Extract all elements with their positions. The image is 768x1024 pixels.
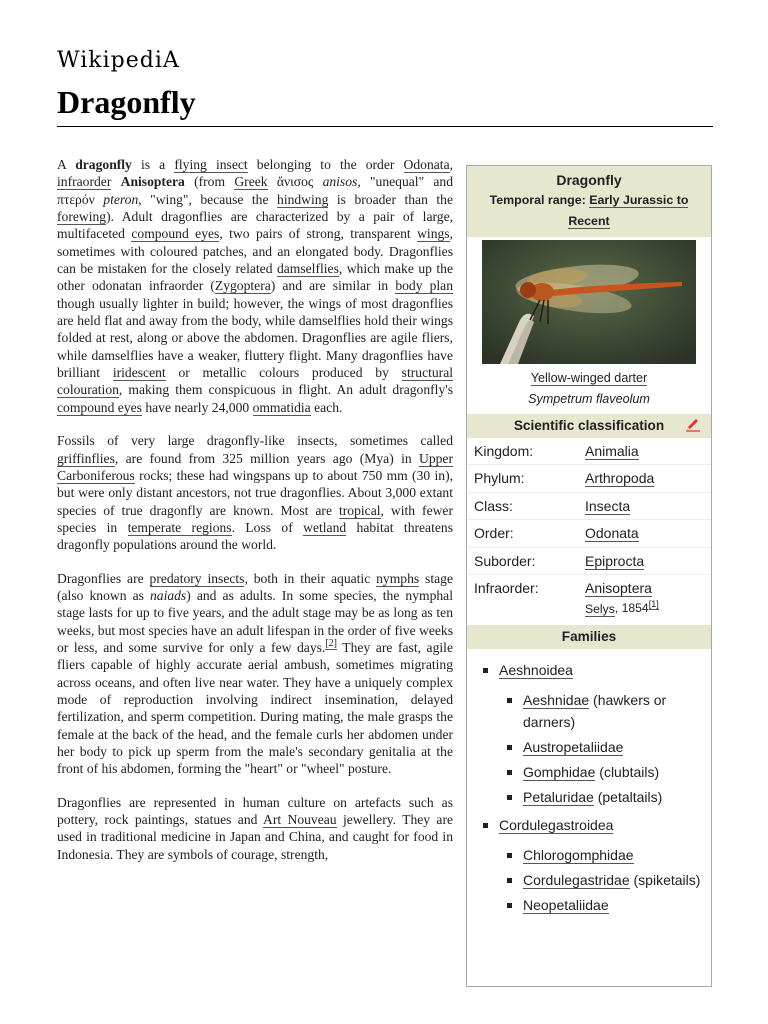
authority-reference[interactable]: [1]	[648, 599, 659, 610]
text-run: ,	[449, 157, 454, 172]
wikipedia-logo[interactable]	[57, 48, 180, 73]
family-link[interactable]: Austropetaliidae	[523, 738, 624, 755]
rank-value	[585, 465, 654, 491]
family-common-name: (hawkers or darners)	[523, 691, 667, 730]
superfamily-link[interactable]: Cordulegastroidea	[499, 816, 614, 833]
family-item	[499, 736, 711, 758]
inline-link[interactable]: compound eyes	[131, 226, 220, 242]
text-run: is a	[131, 157, 175, 172]
taxon-link[interactable]: Insecta	[585, 497, 631, 514]
inline-link[interactable]: structural colouration	[57, 365, 454, 398]
bold-term: dragonfly	[75, 157, 132, 172]
text-run: , both in their aquatic	[244, 570, 377, 586]
text-run: , are found from 325 million years ago (Mya) in	[114, 450, 420, 466]
taxon-link[interactable]: Arthropoda	[585, 470, 655, 487]
taxobox-header	[467, 166, 711, 237]
inline-link[interactable]: wings	[417, 226, 450, 242]
scientific-classification-label: Scientific classification	[513, 418, 665, 433]
bold-term: Anisoptera	[120, 174, 185, 190]
text-run: , sometimes with coloured patches, and an elongated body. Dragonflies can be mistaken for the closely related	[57, 226, 453, 277]
text-run: Fossils of very large dragonfly-like insects, sometimes called	[57, 433, 453, 449]
families-list	[467, 659, 711, 916]
citation-link[interactable]: [2]	[325, 638, 337, 650]
text-run: ) and are similar in	[270, 278, 396, 294]
page-title: Dragonfly	[57, 84, 196, 120]
italic-term: pteron	[103, 191, 139, 207]
superfamily-item	[467, 814, 711, 916]
dragonfly-photo[interactable]	[482, 240, 696, 364]
family-item	[499, 761, 711, 783]
text-run: is broader than the	[328, 191, 453, 207]
classification-row	[467, 465, 711, 492]
text-run: , two pairs of strong, transparent	[219, 226, 418, 242]
inline-link[interactable]: infraorder	[57, 174, 112, 190]
text-run: Dragonflies are	[57, 570, 150, 586]
family-link[interactable]: Chlorogomphidae	[523, 846, 634, 863]
inline-link[interactable]: damselflies	[276, 261, 339, 277]
caption-scientific-name: Sympetrum flaveolum	[528, 392, 650, 406]
family-sublist	[499, 689, 711, 808]
family-common-name: (petaltails)	[593, 788, 663, 805]
inline-link[interactable]: flying insect	[174, 157, 248, 172]
family-link[interactable]: Gomphidae	[523, 763, 596, 780]
italic-term: naiads	[149, 587, 187, 603]
inline-link[interactable]: Odonata	[403, 157, 450, 172]
taxobox-title: Dragonfly	[556, 172, 622, 188]
family-item	[499, 869, 711, 891]
photo-caption	[467, 368, 711, 410]
text-run: habitat threatens dragonfly populations around the world.	[57, 519, 453, 553]
family-item	[499, 786, 711, 808]
text-run: jewellery. They are used in traditional medicine in Japan and China, and caught for food in Indonesia. They are symbols of courage, strength,	[57, 812, 454, 862]
edit-pencil-icon[interactable]	[685, 418, 701, 432]
italic-term: anisos	[322, 174, 358, 190]
inline-link[interactable]: forewing	[57, 209, 107, 225]
inline-link[interactable]: griffinflies	[57, 450, 115, 466]
taxobox	[466, 165, 712, 987]
taxon-link[interactable]: Anisoptera	[585, 580, 652, 597]
text-run: rocks; these had wingspans up to about 750 mm (30 in), but were only distant ancestors, not true dragonflies. About 3,000 extant species of true dragonfly are known. Most are	[57, 467, 453, 518]
inline-link[interactable]: Greek	[234, 174, 268, 190]
inline-link[interactable]: iridescent	[112, 365, 166, 381]
families-header: Families	[467, 625, 711, 649]
classification-row	[467, 520, 711, 547]
classification-table	[467, 438, 711, 601]
authority-year: , 1854	[614, 601, 649, 616]
superfamily-item	[467, 659, 711, 808]
text-run: or metallic colours produced by	[165, 365, 402, 381]
text-run: (from	[184, 174, 235, 190]
inline-link[interactable]: hindwing	[277, 191, 329, 207]
text-run: belonging to the order	[247, 157, 404, 172]
text-run: . Loss of	[231, 519, 304, 535]
text-run: , making them conspicuous in flight. An adult dragonfly's	[118, 382, 453, 398]
rank-value	[585, 438, 639, 464]
rank-label: Suborder:	[474, 552, 536, 569]
article-body	[57, 156, 453, 879]
family-link[interactable]: Neopetaliidae	[523, 896, 609, 913]
taxon-link[interactable]: Epiprocta	[585, 552, 645, 569]
inline-link[interactable]: ommatidia	[252, 399, 311, 415]
rank-label: Order:	[474, 525, 514, 542]
text-run: They are fast, agile fliers capable of highly accurate aerial ambush, sometimes migrating across oceans, and often live near water. They have a uniquely complex mode of reproduction involving indirect insemination, delayed fertilization, and sperm competition. During mating, the male grasps the female at the back of the head, and the female curls her abdomen under her body to pick up sperm from the male's secondary genitalia at the front of his abdomen, forming the "heart" or "wheel" posture.	[57, 639, 453, 777]
temporal-range	[473, 190, 705, 232]
superfamily-link[interactable]: Aeshnoidea	[499, 661, 573, 678]
inline-link[interactable]: predatory insects	[149, 570, 245, 586]
text-run: , "wing", because the	[138, 191, 278, 207]
rank-label: Infraorder:	[474, 580, 539, 597]
text-run	[111, 174, 120, 189]
inline-link[interactable]: Art Nouveau	[263, 812, 337, 828]
rank-label: Class:	[474, 497, 513, 514]
family-item	[499, 894, 711, 916]
title-divider	[57, 126, 713, 127]
rank-value	[585, 493, 630, 519]
family-item	[499, 844, 711, 866]
rank-label: Phylum:	[474, 470, 525, 487]
text-run: Dragonflies are represented in human culture on artefacts such as pottery, rock paintings, statues and	[57, 794, 453, 828]
rank-value	[585, 520, 639, 546]
family-link[interactable]: Aeshnidae	[523, 691, 590, 708]
taxon-link[interactable]: Animalia	[585, 443, 639, 459]
text-run: , with fewer species in	[57, 502, 453, 535]
taxon-link[interactable]: Odonata	[585, 525, 639, 542]
text-run: each.	[310, 399, 343, 415]
classification-row	[467, 493, 711, 520]
paragraph-2	[57, 432, 453, 553]
dragonfly-illustration	[482, 240, 696, 364]
family-common-name: (clubtails)	[595, 763, 660, 780]
paragraph-3	[57, 570, 453, 778]
inline-link[interactable]: Upper Carboniferous	[57, 450, 453, 483]
paragraph-1	[57, 156, 453, 416]
family-link[interactable]: Petaluridae	[523, 788, 594, 805]
text-run: though usually lighter in build; however, the wings of most dragonflies are held flat and away from the body, while damselflies hold their wings folded at rest, along or above the abdomen. Dragonflies are agile fliers, while damselflies have a weaker, fluttery flight. Many dragonflies have brilliant	[57, 295, 453, 381]
text-run: ) and as adults. In some species, the nymphal stage lasts for up to five years, and the adult stage may be as long as ten weeks, but most species have an adult lifespan in the order of five weeks or less, and some survive for only a few days.	[57, 587, 453, 655]
family-item	[499, 689, 711, 733]
paragraph-4	[57, 794, 453, 863]
scientific-classification-header	[467, 414, 711, 438]
text-run: stage (also known as	[57, 570, 453, 603]
authority-name[interactable]: Selys	[585, 601, 615, 616]
logo-text: Wikipedi	[57, 48, 163, 73]
text-run: , which make up the other odonatan infraorder (	[57, 261, 453, 294]
text-run: have nearly 24,000	[141, 399, 253, 415]
inline-link[interactable]: body plan	[395, 278, 453, 294]
inline-link[interactable]: nymphs	[376, 570, 420, 586]
family-common-name: (spiketails)	[629, 871, 701, 888]
rank-value	[585, 548, 644, 574]
text-run: ). Adult dragonflies are characterized by a pair of large, multifaceted	[57, 209, 453, 242]
text-run: , "unequal" and πτερόν	[57, 174, 454, 207]
inline-link[interactable]: temperate regions	[127, 519, 232, 535]
inline-link[interactable]: tropical	[338, 502, 381, 518]
classification-row	[467, 438, 711, 465]
text-run: ἄνισος	[267, 174, 323, 190]
family-link[interactable]: Cordulegastridae	[523, 871, 630, 888]
text-run: A	[57, 157, 76, 172]
family-sublist	[499, 844, 711, 916]
citation	[325, 638, 337, 650]
inline-link[interactable]: wetland	[303, 519, 347, 535]
rank-label: Kingdom:	[474, 443, 534, 459]
temporal-range-link[interactable]: Early Jurassic to Recent	[568, 193, 689, 228]
classification-row	[467, 548, 711, 575]
caption-common-name[interactable]: Yellow-winged darter	[530, 371, 648, 385]
temporal-range-label: Temporal range:	[489, 193, 590, 207]
inline-link[interactable]: compound eyes	[57, 399, 142, 415]
logo-last-letter: A	[162, 48, 180, 73]
inline-link[interactable]: Zygoptera	[214, 278, 271, 294]
